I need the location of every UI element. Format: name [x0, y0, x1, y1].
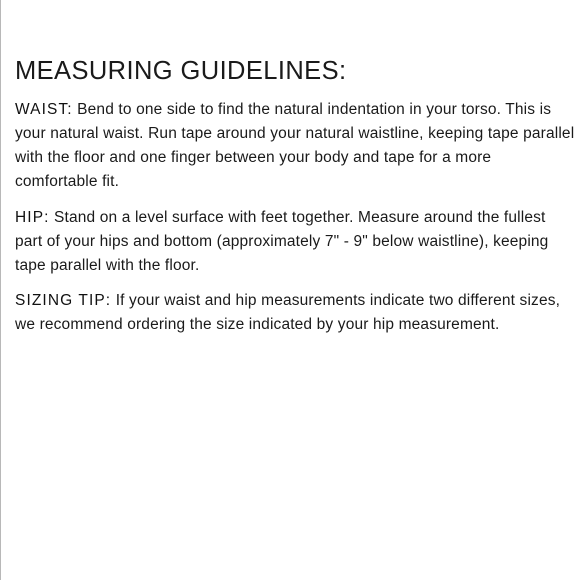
hip-section [15, 206, 575, 278]
hip-label: HIP: [15, 209, 50, 226]
sizing-tip-text: If your waist and hip measurements indicate two different sizes, we recommend ordering the size indicated by your hip measurement. [15, 292, 561, 333]
hip-text: Stand on a level surface with feet together. Measure around the fullest part of your hips and bottom (approximately 7" - 9" below waistline), keeping tape parallel with the floor. [15, 209, 549, 274]
waist-text: Bend to one side to find the natural indentation in your torso. This is your natural waist. Run tape around your natural waistline, keeping tape parallel with the floor and one finger between your body and tape for a more comfortable fit. [15, 101, 575, 190]
sizing-tip-label: SIZING TIP: [15, 292, 112, 309]
measuring-guidelines-document [15, 53, 575, 337]
page-title: MEASURING GUIDELINES: [15, 57, 347, 85]
waist-label: WAIST: [15, 101, 73, 118]
sizing-tip-section [15, 289, 575, 337]
waist-section [15, 98, 575, 194]
